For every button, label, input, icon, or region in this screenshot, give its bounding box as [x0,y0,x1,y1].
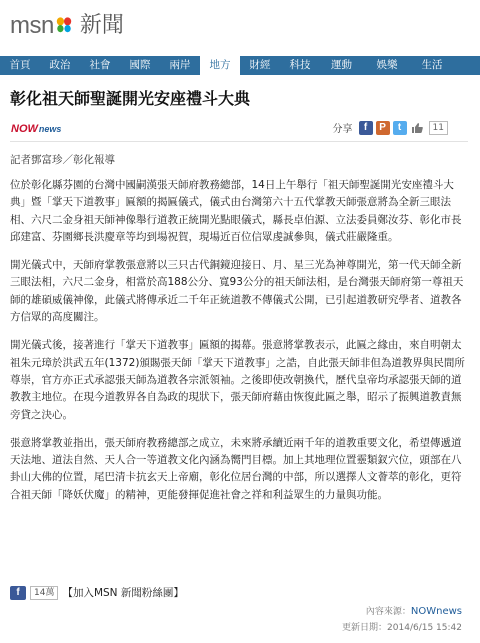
logo-news-text: 新聞 [79,13,124,38]
facebook-like-icon[interactable]: f [10,586,26,600]
updated-time: 更新日期：2014/6/15 15:42 [342,623,462,633]
logo-news-text: news [38,124,62,134]
share-label: 分享 [332,124,353,135]
nav-item-home[interactable]: 首頁 [9,59,31,71]
nav-item-sports[interactable]: 運動 [331,59,352,71]
article-paragraph: 開光儀式中，天師府掌教張意將以三只古代銅鏡迎接日、月、星三光為神尊開光，第一代天師全新三眼法相，六尺二金身，相當於高188公分、寬93公分的祖天師法相，是台灣張天師府第一尊祖天師的雄碩威儀神像，此儀式將傳承近二千年正統道教不傳儀式公開，已引起道教研究學者、道教各方信眾的高度關注。 [10,259,464,324]
article-paragraph: 位於彰化縣芬園的台灣中國嗣漢張天師府教務總部，14日上午舉行「祖天師聖誕開光安座禮斗大典」暨「掌天下道教事」匾額的揭匾儀式，儀式由台灣第六十五代掌教天師張意將為全新三眼法相、六尺二金身祖天師神像舉行道教正統開光點眼儀式，縣長卓伯源、立法委員鄭汝芬、彰化市長邱建富、芬園鄉長洪慶章等均到場祝賀，現場近百位信眾虔誠參與，儀式莊嚴隆重。 [10,179,462,243]
category-nav [0,56,480,75]
facebook-share-icon[interactable]: f [359,121,373,135]
nav-item-cross-strait[interactable]: 兩岸 [169,59,191,71]
nav-item-entertainment[interactable]: 娛樂 [376,59,398,71]
fan-count: 14萬 [30,586,58,600]
join-fan-page-link[interactable]: 【加入MSN 新聞粉絲團】 [62,587,184,599]
nav-item-local[interactable]: 地方 [200,56,240,75]
fan-page-row [10,585,184,600]
byline: 記者鄧富珍／彰化報導 [10,154,115,166]
nav-item-tech[interactable]: 科技 [289,59,311,71]
nav-item-international[interactable]: 國際 [129,59,151,71]
like-thumb-icon[interactable] [410,121,424,135]
nav-item-finance[interactable]: 財經 [249,59,271,71]
nownews-logo[interactable] [11,123,61,135]
site-header [0,0,480,44]
article-title: 彰化祖天師聖誕開光安座禮斗大典 [10,89,251,108]
logo-now-text: NOW [11,123,38,135]
article-paragraph: 張意將掌教並指出，張天師府教務總部之成立，未來將承續近兩千年的道教重要文化，希望傳遞道天法地、道法自然、天人合一等道教文化內涵為嚮門目標。加上其地理位置靈類釵穴位，頭部在八卦山大佛的位置，尾巴清卡抗玄天上帝廟，彰化位居台灣的中部，所以選擇人文薈萃的彰化，更符合祖天師「降妖伏魔」的精神，更能發揮促進社會之祥和利益眾生的力量與功能。 [10,436,462,501]
divider [10,141,468,142]
article-paragraph: 開光儀式後，接著進行「掌天下道教事」匾額的揭幕。張意將掌教表示，此匾之緣由，來自明朝太祖朱元璋於洪武五年(1372)頒賜張天師「掌天下道教事」之誥，自此張天師非但為道教界與民間所尊崇，官方亦正式承認張天師為道教各宗派領袖。之後即使改朝換代，歷代皇帝均承認張天師的道教教主地位。在現今道教界各自為政的現狀下，張天師府藉由恢復此匾之舉，昭示了振興道教責無旁貸之決心。 [10,339,465,421]
article-body [10,177,467,515]
plurk-share-icon[interactable]: P [376,121,390,135]
content-source-value[interactable]: NOWnews [410,606,462,617]
nav-item-politics[interactable]: 政治 [49,59,71,71]
share-bar [333,120,448,135]
content-source-label: 內容來源： [365,607,411,617]
twitter-share-icon[interactable]: t [393,121,407,135]
butterfly-icon [55,16,73,34]
msn-logo[interactable] [10,14,124,38]
share-count: 11 [429,121,448,135]
nav-item-life[interactable]: 生活 [421,59,443,71]
nav-item-society[interactable]: 社會 [89,59,111,71]
content-source [366,604,462,617]
logo-msn-text: msn [10,12,54,39]
